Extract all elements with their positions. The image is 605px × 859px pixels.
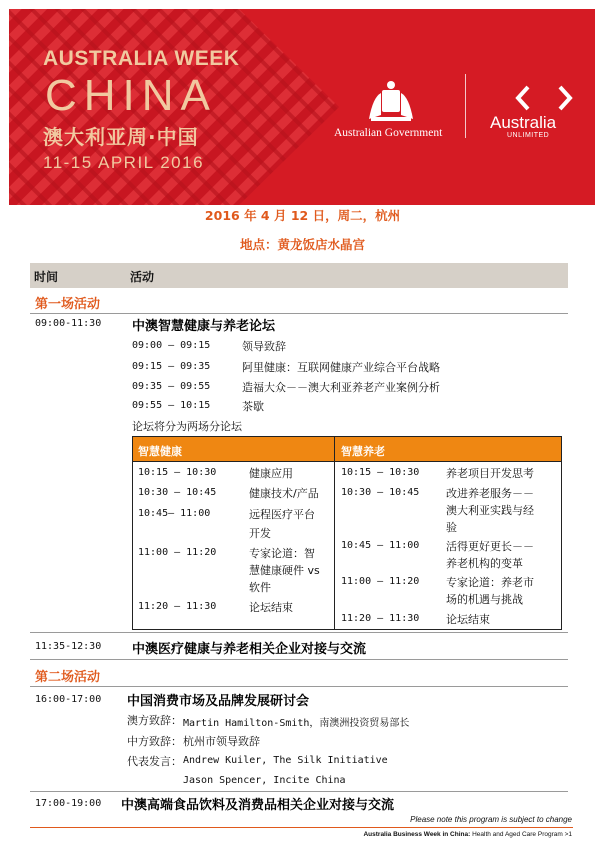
agenda-time: 09:00 – 09:15 [132, 340, 211, 351]
forum-name: 智慧养老 [341, 445, 385, 458]
event-rule [30, 632, 568, 633]
speaker-role: 澳方致辞： [127, 714, 182, 727]
banner-title-line1: AUSTRALIA WEEK [43, 47, 240, 70]
forum-column-divider [334, 436, 335, 630]
footer-program-page: Health and Aged Care Program >1 [470, 831, 572, 838]
forum-row-topic: 养老项目开发思考 [446, 467, 534, 480]
footer-program-line [363, 831, 572, 838]
event-time: 11:35-12:30 [35, 641, 102, 652]
forum-row-time: 10:30 – 10:45 [341, 487, 420, 498]
speaker-name: Andrew Kuiler, The Silk Initiative [183, 755, 388, 766]
section-rule [30, 313, 568, 314]
forum-row-topic: 远程医疗平台 [249, 508, 315, 521]
australia-unlimited-logo-icon [514, 83, 574, 113]
forum-row-topic: 改进养老服务－－ [446, 487, 534, 500]
forum-row-topic: 健康技术/产品 [249, 487, 319, 500]
column-header-time: 时间 [34, 270, 59, 284]
forum-row-topic: 养老机构的变革 [446, 557, 523, 570]
event-title: 中澳高端食品饮料及消费品相关企业对接与交流 [121, 798, 395, 813]
speaker-name: Martin Hamilton-Smith，南澳洲投资贸易部长 [183, 718, 410, 729]
australian-government-label: Australian Government [334, 127, 443, 139]
forum-row-topic: 专家论道：智 [249, 547, 315, 560]
coat-of-arms-icon [361, 79, 421, 125]
footer-program-title: Australia Business Week in China: [363, 831, 471, 838]
agenda-item: 造福大众－－澳大利亚养老产业案例分析 [242, 381, 440, 394]
section-title: 第二场活动 [35, 670, 101, 685]
section-rule [30, 686, 568, 687]
event-time: 16:00-17:00 [35, 694, 102, 705]
forum-row-topic: 软件 [249, 581, 271, 594]
forum-row-topic: 澳大利亚实践与经 [446, 504, 534, 517]
agenda-time: 09:35 – 09:55 [132, 381, 211, 392]
forum-row-time: 10:45 – 11:00 [341, 540, 420, 551]
footer-rule [30, 827, 573, 828]
banner-title-line2: CHINA [45, 71, 217, 120]
banner-dates: 11-15 APRIL 2016 [43, 153, 205, 172]
forum-split-note: 论坛将分为两场分论坛 [132, 420, 242, 433]
logo-divider [465, 74, 466, 138]
event-title: 中澳医疗健康与养老相关企业对接与交流 [132, 642, 367, 657]
agenda-time: 09:15 – 09:35 [132, 361, 211, 372]
forum-row-time: 10:30 – 10:45 [138, 487, 217, 498]
agenda-item: 茶歇 [242, 400, 264, 413]
event-banner [9, 9, 595, 205]
agenda-item: 阿里健康：互联网健康产业综合平台战略 [242, 361, 440, 374]
forum-row-time: 10:15 – 10:30 [138, 467, 217, 478]
event-title: 中澳智慧健康与养老论坛 [132, 319, 276, 334]
australia-wordmark: Australia [490, 113, 557, 132]
speaker-name: Jason Spencer, Incite China [183, 775, 346, 786]
forum-row-topic: 论坛结束 [446, 613, 490, 626]
agenda-item: 领导致辞 [242, 340, 286, 353]
forum-row-time: 11:00 – 11:20 [138, 547, 217, 558]
forum-row-time: 10:15 – 10:30 [341, 467, 420, 478]
forum-row-topic: 活得更好更长－－ [446, 540, 534, 553]
section-title: 第一场活动 [35, 297, 101, 312]
unlimited-wordmark: UNLIMITED [507, 132, 550, 139]
event-time: 17:00-19:00 [35, 798, 102, 809]
forum-row-topic: 开发 [249, 527, 271, 540]
forum-row-topic: 场的机遇与挑战 [446, 593, 523, 606]
agenda-time: 09:55 – 10:15 [132, 400, 211, 411]
footer-disclaimer: Please note this program is subject to change [410, 815, 572, 824]
section-rule [30, 659, 568, 660]
event-title: 中国消费市场及品牌发展研讨会 [127, 694, 310, 709]
banner-title-line3: 澳大利亚周·中国 [43, 125, 199, 149]
event-date: 2016 年 4 月 12 日，周二，杭州 [204, 208, 401, 223]
forum-row-topic: 健康应用 [249, 467, 293, 480]
forum-row-time: 11:20 – 11:30 [138, 601, 217, 612]
event-rule [30, 791, 568, 792]
speaker-role: 代表发言： [127, 755, 182, 768]
forum-row-topic: 论坛结束 [249, 601, 293, 614]
column-header-activity: 活动 [130, 270, 155, 284]
forum-name: 智慧健康 [138, 445, 182, 458]
forum-row-time: 11:00 – 11:20 [341, 576, 420, 587]
schedule-table-header [30, 263, 568, 288]
forum-row-topic: 慧健康硬件 vs [249, 564, 320, 577]
event-venue: 地点：黄龙饭店水晶宫 [239, 237, 365, 252]
speaker-name: 杭州市领导致辞 [183, 735, 260, 748]
forum-row-topic: 专家论道：养老市 [446, 576, 534, 589]
forum-header-rule [132, 461, 562, 462]
forum-row-time: 10:45– 11:00 [138, 508, 211, 519]
forum-row-topic: 验 [446, 521, 457, 534]
forum-row-time: 11:20 – 11:30 [341, 613, 420, 624]
event-time: 09:00-11:30 [35, 318, 102, 329]
speaker-role: 中方致辞： [127, 735, 182, 748]
